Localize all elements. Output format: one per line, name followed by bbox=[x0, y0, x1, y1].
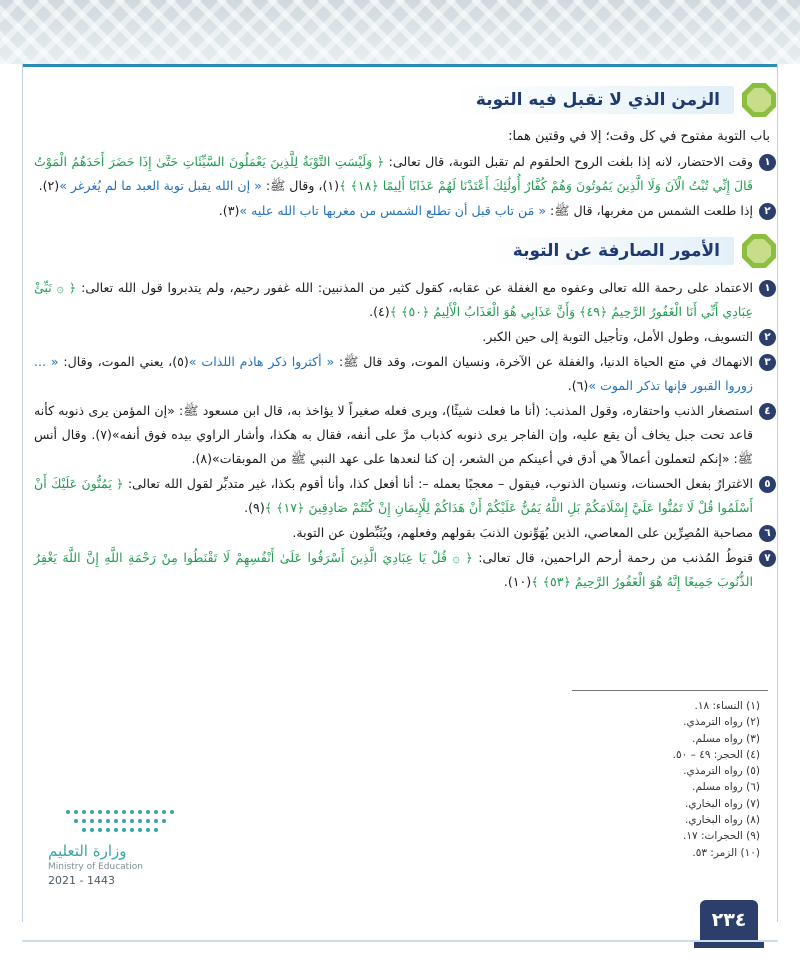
right-page-rule bbox=[777, 64, 778, 922]
logo-dot bbox=[130, 810, 134, 814]
item-number: ٦ bbox=[759, 525, 776, 542]
logo-dot bbox=[82, 828, 86, 832]
edition-year: 2021 - 1443 bbox=[48, 874, 115, 887]
item-text bbox=[34, 150, 753, 198]
item-number: ١ bbox=[759, 280, 776, 297]
list-item bbox=[34, 472, 776, 520]
plain-text: الاعتماد على رحمة الله تعالى وعفوه مع الغفلة عن عقابه، كقول كثير من المذنبين: الله غفور رحيم، ولم يتدبروا قول الله تعالى: bbox=[76, 280, 754, 295]
list-item bbox=[34, 350, 776, 398]
logo-dot bbox=[130, 828, 134, 832]
page-content bbox=[34, 72, 776, 595]
logo-dot bbox=[138, 819, 142, 823]
octagon-bullet-icon bbox=[742, 83, 776, 117]
logo-dot bbox=[90, 810, 94, 814]
page-number: ٢٣٤ bbox=[700, 900, 758, 940]
logo-dot bbox=[74, 810, 78, 814]
item-number: ٤ bbox=[759, 403, 776, 420]
plain-text: (١)، وقال ﷺ: bbox=[261, 178, 340, 193]
ministry-dots-icon bbox=[66, 808, 186, 838]
list-item bbox=[34, 521, 776, 545]
logo-dot bbox=[114, 828, 118, 832]
decorative-header-banner bbox=[0, 0, 800, 64]
plain-text: الانهماك في متع الحياة الدنيا، والغفلة عن الآخرة، ونسيان الموت، وقد قال ﷺ: bbox=[334, 354, 754, 369]
quran-verse: ﴿ ۞ نَبِّئْ عِبَادِي أَنِّي أَنَا الْغَفُورُ الرَّحِيمُ ﴿٤٩﴾ وَأَنَّ عَذَابِي هُوَ الْعَذَابُ الْأَلِيمُ ﴿٥٠﴾ ﴾ bbox=[34, 280, 753, 319]
logo-dot bbox=[114, 810, 118, 814]
logo-dot bbox=[146, 828, 150, 832]
item-number: ١ bbox=[759, 154, 776, 171]
ministry-name-en: Ministry of Education bbox=[48, 862, 143, 872]
item-text bbox=[34, 325, 753, 349]
quran-verse: ﴿ يَمُنُّونَ عَلَيْكَ أَنْ أَسْلَمُوا قُلْ لَا تَمُنُّوا عَلَيَّ إِسْلَامَكُمْ بَلِ اللَّهُ يَمُنُّ عَلَيْكُمْ أَنْ هَدَاكُمْ لِلْإِيمَانِ إِنْ كُنْتُمْ صَادِقِينَ ﴿١٧﴾ ﴾ bbox=[34, 476, 753, 515]
plain-text: (٢). bbox=[38, 178, 60, 193]
hadith-quote: « أكثروا ذكر هاذم اللذات » bbox=[188, 354, 335, 369]
logo-dot bbox=[106, 819, 110, 823]
item-text bbox=[34, 546, 753, 594]
logo-dot bbox=[90, 819, 94, 823]
item-number: ٥ bbox=[759, 476, 776, 493]
item-number: ٢ bbox=[759, 203, 776, 220]
logo-dot bbox=[154, 819, 158, 823]
hadith-quote: « مَن تاب قبل أن تطلع الشمس من مغربها تاب الله عليه » bbox=[239, 203, 547, 218]
logo-dot bbox=[98, 819, 102, 823]
footnote-separator bbox=[572, 690, 768, 691]
plain-text: قنوطُ المُذنب من رحمة أرحم الراحمين، قال تعالى: bbox=[472, 550, 753, 565]
plain-text: الاغترارُ بفعل الحسنات، ونسيان الذنوب، فيقول – معجبًا بعمله –: أنا أفعل كذا، وأنا أقوم بكذا، غير متدبِّر لقول الله تعالى: bbox=[123, 476, 754, 491]
footnote: (٣) رواه مسلم. bbox=[692, 732, 760, 745]
plain-text: التسويف، وطول الأمل، وتأجيل التوبة إلى حين الكبر. bbox=[482, 329, 753, 344]
logo-dot bbox=[98, 828, 102, 832]
logo-dot bbox=[146, 810, 150, 814]
item-number: ٣ bbox=[759, 354, 776, 371]
section-title: الزمن الذي لا تقبل فيه التوبة bbox=[454, 86, 734, 114]
logo-dot bbox=[114, 819, 118, 823]
logo-dot bbox=[162, 819, 166, 823]
list-item bbox=[34, 199, 776, 223]
footnote: (٢) رواه الترمذي. bbox=[683, 716, 760, 729]
plain-text: (١٠). bbox=[503, 574, 532, 589]
list-item bbox=[34, 399, 776, 471]
section-intro: باب التوبة مفتوح في كل وقت؛ إلا في وقتين هما: bbox=[508, 129, 770, 144]
logo-dot bbox=[154, 810, 158, 814]
logo-dot bbox=[82, 810, 86, 814]
section-heading-1 bbox=[34, 76, 776, 124]
plain-text: إذا طلعت الشمس من مغربها، قال ﷺ: bbox=[546, 203, 753, 218]
ministry-logo bbox=[26, 808, 186, 887]
item-number: ٧ bbox=[759, 550, 776, 567]
item-text bbox=[34, 521, 753, 545]
footnote: (٦) رواه مسلم. bbox=[692, 781, 760, 794]
item-text bbox=[34, 472, 753, 520]
section-title: الأمور الصارفة عن التوبة bbox=[491, 237, 734, 265]
logo-dot bbox=[154, 828, 158, 832]
item-number: ٢ bbox=[759, 329, 776, 346]
quran-verse: ﴿ ۞ قُلْ يَا عِبَادِيَ الَّذِينَ أَسْرَفُوا عَلَىٰ أَنْفُسِهِمْ لَا تَقْنَطُوا مِنْ رَحْمَةِ اللَّهِ إِنَّ اللَّهَ يَغْفِرُ الذُّنُوبَ جَمِيعًا إِنَّهُ هُوَ الْغَفُورُ الرَّحِيمُ ﴿٥٣﴾ ﴾ bbox=[34, 550, 753, 589]
footnote: (٥) رواه الترمذي. bbox=[683, 765, 760, 778]
logo-dot bbox=[122, 828, 126, 832]
logo-dot bbox=[90, 828, 94, 832]
plain-text: (٥)، يعني الموت، وقال: bbox=[58, 354, 189, 369]
header-rule bbox=[22, 64, 778, 67]
bottom-rule bbox=[22, 940, 778, 942]
list-item bbox=[34, 150, 776, 198]
item-text bbox=[34, 399, 753, 471]
logo-dot bbox=[138, 810, 142, 814]
logo-dot bbox=[106, 810, 110, 814]
footnote: (١) النساء: ١٨. bbox=[694, 700, 760, 712]
footnote: (١٠) الزمر: ٥٣. bbox=[692, 846, 760, 859]
item-text bbox=[34, 350, 753, 398]
plain-text: (٣). bbox=[218, 203, 240, 218]
logo-dot bbox=[98, 810, 102, 814]
list-item bbox=[34, 325, 776, 349]
logo-dot bbox=[106, 828, 110, 832]
list-item bbox=[34, 276, 776, 324]
logo-dot bbox=[122, 810, 126, 814]
logo-dot bbox=[170, 810, 174, 814]
plain-text: (٩). bbox=[244, 500, 265, 515]
section-heading-2 bbox=[34, 227, 776, 275]
logo-dot bbox=[130, 819, 134, 823]
footnote: (٤) الحجر: ٤٩ – ٥٠. bbox=[672, 748, 760, 761]
plain-text: (٦). bbox=[567, 378, 589, 393]
footnote: (٧) رواه البخاري. bbox=[685, 797, 760, 810]
plain-text: مصاحبة المُصِرِّين على المعاصي، الذين يُهَوِّنون الذنبَ بقولهم وفعلهم، ويُثَبِّطون عن التوبة. bbox=[292, 525, 753, 540]
logo-dot bbox=[66, 810, 70, 814]
logo-dot bbox=[82, 819, 86, 823]
logo-dot bbox=[146, 819, 150, 823]
plain-text: وقت الاحتضار، لانه إذا بلغت الروح الحلقوم لم تقبل التوبة، قال تعالى: bbox=[384, 154, 753, 169]
plain-text: استصغار الذنب واحتقاره، وقول المذنب: (أنا ما فعلت شيئًا)، ويرى فعله صغيراً لا يؤاخذ به، قال ابن مسعود ﷺ: «إن المؤمن يرى ذنوبه كأنه قاعد تحت جبل يخاف أن يقع عليه، وإن الفاجر يرى ذنوبه كذباب مرَّ على أنفه، فقال به هكذا، وأشار الراوي بيده فوق أنفه»(٧). وقال أنس ﷺ: «إنكم لتعملون أعمالاً هي أدق في أعينكم من الشعر، إن كنا لنعدها على عهد النبي ﷺ من الموبقات»(٨). bbox=[34, 403, 753, 466]
plain-text: (٤). bbox=[369, 304, 390, 319]
list-item bbox=[34, 546, 776, 594]
logo-dot bbox=[74, 819, 78, 823]
ministry-name-ar: وزارة التعليم bbox=[48, 842, 127, 860]
logo-dot bbox=[138, 828, 142, 832]
left-page-rule bbox=[22, 64, 23, 922]
item-text bbox=[34, 276, 753, 324]
footnotes bbox=[540, 698, 760, 861]
logo-dot bbox=[162, 810, 166, 814]
footnote: (٨) رواه البخاري. bbox=[685, 814, 760, 827]
footnote: (٩) الحجرات: ١٧. bbox=[683, 830, 760, 843]
item-text bbox=[34, 199, 753, 223]
quran-verse: ﴿ وَلَيْسَتِ التَّوْبَةُ لِلَّذِينَ يَعْمَلُونَ السَّيِّئَاتِ حَتَّىٰ إِذَا حَضَرَ أَحَدَهُمُ الْمَوْتُ قَالَ إِنِّي تُبْتُ الْآنَ وَلَا الَّذِينَ يَمُوتُونَ وَهُمْ كُفَّارٌ أُولَٰئِكَ أَعْتَدْنَا لَهُمْ عَذَابًا أَلِيمًا ﴿١٨﴾ ﴾ bbox=[34, 154, 753, 193]
hadith-quote: « ... زوروا القبور فإنها تذكر الموت » bbox=[34, 354, 753, 393]
octagon-bullet-icon bbox=[742, 234, 776, 268]
hadith-quote: « إن الله يقبل توبة العبد ما لم يُغرغر » bbox=[59, 178, 262, 193]
logo-dot bbox=[122, 819, 126, 823]
